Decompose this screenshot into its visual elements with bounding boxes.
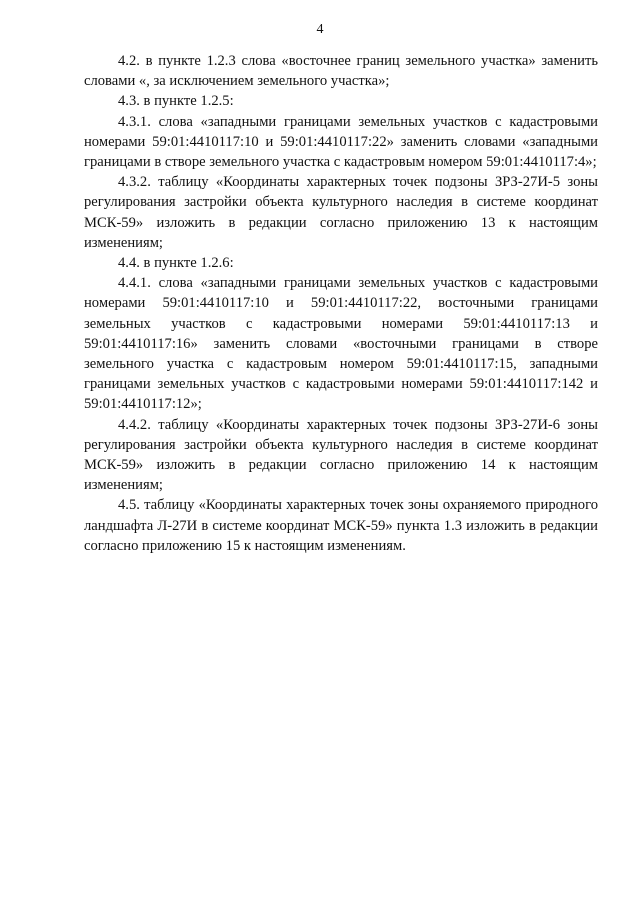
paragraph-4-4-1: 4.4.1. слова «западными границами земельных участков с кадастровыми номерами 59:01:4410117:10 и 59:01:4410117:22, восточными границами земельных участков с кадастровыми номерами 59:01:4410117:13 и 59:01:4410117:16» заменить словами «восточными границами в створе земельного участка с кадастровым номером 59:01:4410117:15, западными границами земельных участков с кадастровыми номерами 59:01:4410117:142 и 59:01:4410117:12»;: [84, 275, 598, 413]
paragraph-4-4-2: 4.4.2. таблицу «Координаты характерных точек подзоны ЗРЗ-27И-6 зоны регулирования застройки объекта культурного наследия в системе координат МСК-59» изложить в редакции согласно приложению 14 к настоящим изменениям;: [84, 416, 598, 494]
paragraph-4-4: 4.4. в пункте 1.2.6:: [118, 255, 234, 272]
paragraph-4-2: 4.2. в пункте 1.2.3 слова «восточнее границ земельного участка» заменить словами «, за исключением земельного участка»;: [84, 53, 598, 90]
page-number: 4: [316, 22, 324, 37]
document-body: [84, 51, 598, 556]
paragraph-4-5: 4.5. таблицу «Координаты характерных точек зоны охраняемого природного ландшафта Л-27И в системе координат МСК-59» пункта 1.3 изложить в редакции согласно приложению 15 к настоящим изменениям.: [84, 497, 598, 554]
paragraph-4-3-1: 4.3.1. слова «западными границами земельных участков с кадастровыми номерами 59:01:4410117:10 и 59:01:4410117:22» заменить словами «западными границами в створе земельного участка с кадастровым номером 59:01:4410117:4»;: [84, 113, 598, 171]
paragraph-4-3: 4.3. в пункте 1.2.5:: [118, 93, 234, 110]
paragraph-4-3-2: 4.3.2. таблицу «Координаты характерных точек подзоны ЗРЗ-27И-5 зоны регулирования застройки объекта культурного наследия в системе координат МСК-59» изложить в редакции согласно приложению 13 к настоящим изменениям;: [84, 174, 598, 251]
